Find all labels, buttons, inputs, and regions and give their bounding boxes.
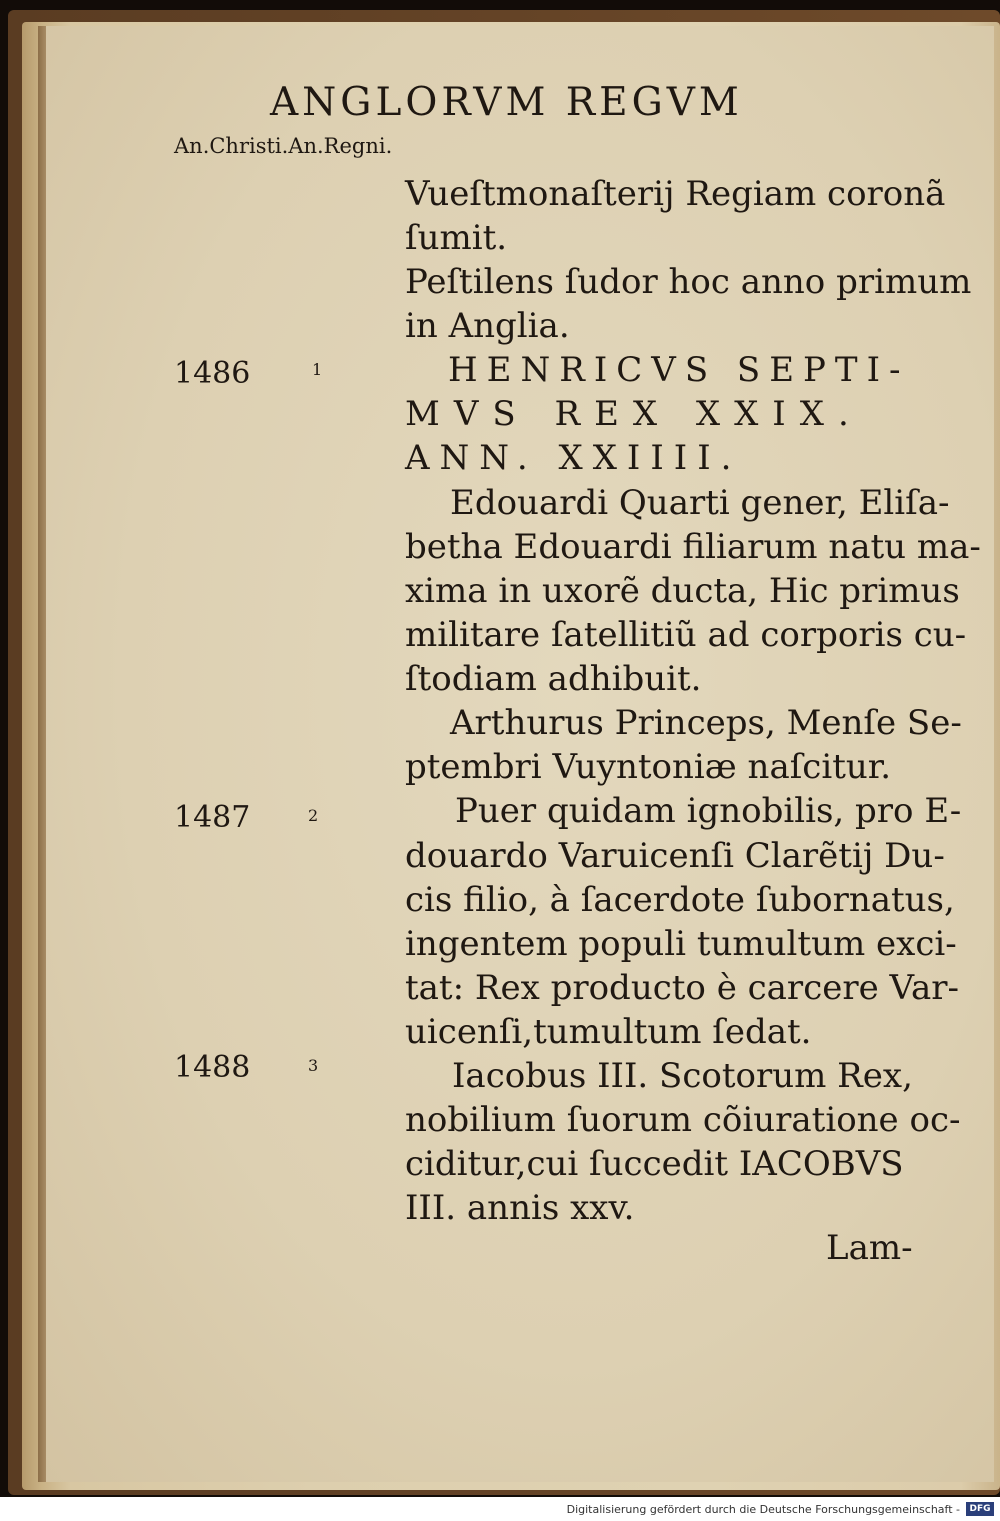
text-line: cis filio, à ſacerdote ſubornatus, (405, 880, 955, 920)
text-line: ſtodiam adhibuit. (405, 659, 702, 699)
dfg-logo: DFG (966, 1502, 994, 1516)
text-line: ingentem populi tumultum exci- (405, 924, 957, 964)
running-title: ANGLORVM REGVM (270, 80, 743, 125)
text-line: Vueſtmonaſterij Regiam coronã (405, 174, 946, 214)
text-line: Puer quidam ignobilis, pro E- (455, 791, 962, 831)
king-heading-line: MVS REX XXIX. (405, 394, 863, 434)
year-1487: 1487 (174, 800, 251, 835)
text-line: ciditur,cui ſuccedit IACOBVS (405, 1144, 904, 1184)
text-line: Iacobus III. Scotorum Rex, (452, 1056, 913, 1096)
text-line: ptembri Vuyntoniæ naſcitur. (405, 747, 892, 787)
text-line: Peſtilens ſudor hoc anno primum (405, 262, 972, 302)
text-line: militare ſatellitiũ ad corporis cu- (405, 615, 967, 655)
text-line: betha Edouardi filiarum natu ma- (405, 527, 981, 567)
text-line: uicenſi,tumultum ſedat. (405, 1012, 812, 1052)
regnal-year-1: 1 (312, 360, 323, 379)
text-line: Edouardi Quarti gener, Eliſa- (450, 483, 950, 523)
text-line: Arthurus Princeps, Menſe Se- (450, 703, 962, 743)
column-headings: An.Christi.An.Regni. (174, 134, 393, 158)
text-line: xima in uxorẽ ducta, Hic primus (405, 571, 960, 611)
text-line: douardo Varuicenſi Clarẽtij Du- (405, 836, 945, 876)
king-heading-line: ANN. XXIIII. (405, 438, 742, 478)
year-1488: 1488 (174, 1050, 251, 1085)
text-line: nobilium ſuorum cõiuratione oc- (405, 1100, 961, 1140)
king-heading-line: HENRICVS SEPTI- (448, 350, 910, 390)
funding-credit: Digitalisierung gefördert durch die Deutsche Forschungsgemeinschaft - (566, 1503, 960, 1516)
year-1486: 1486 (174, 356, 251, 391)
regnal-year-2: 2 (308, 806, 319, 825)
text-line: III. annis xxv. (405, 1188, 635, 1228)
regnal-year-3: 3 (308, 1056, 319, 1075)
catchword: Lam- (826, 1228, 913, 1268)
text-line: tat: Rex producto è carcere Var- (405, 968, 959, 1008)
text-line: ſumit. (405, 218, 508, 258)
text-line: in Anglia. (405, 306, 570, 346)
